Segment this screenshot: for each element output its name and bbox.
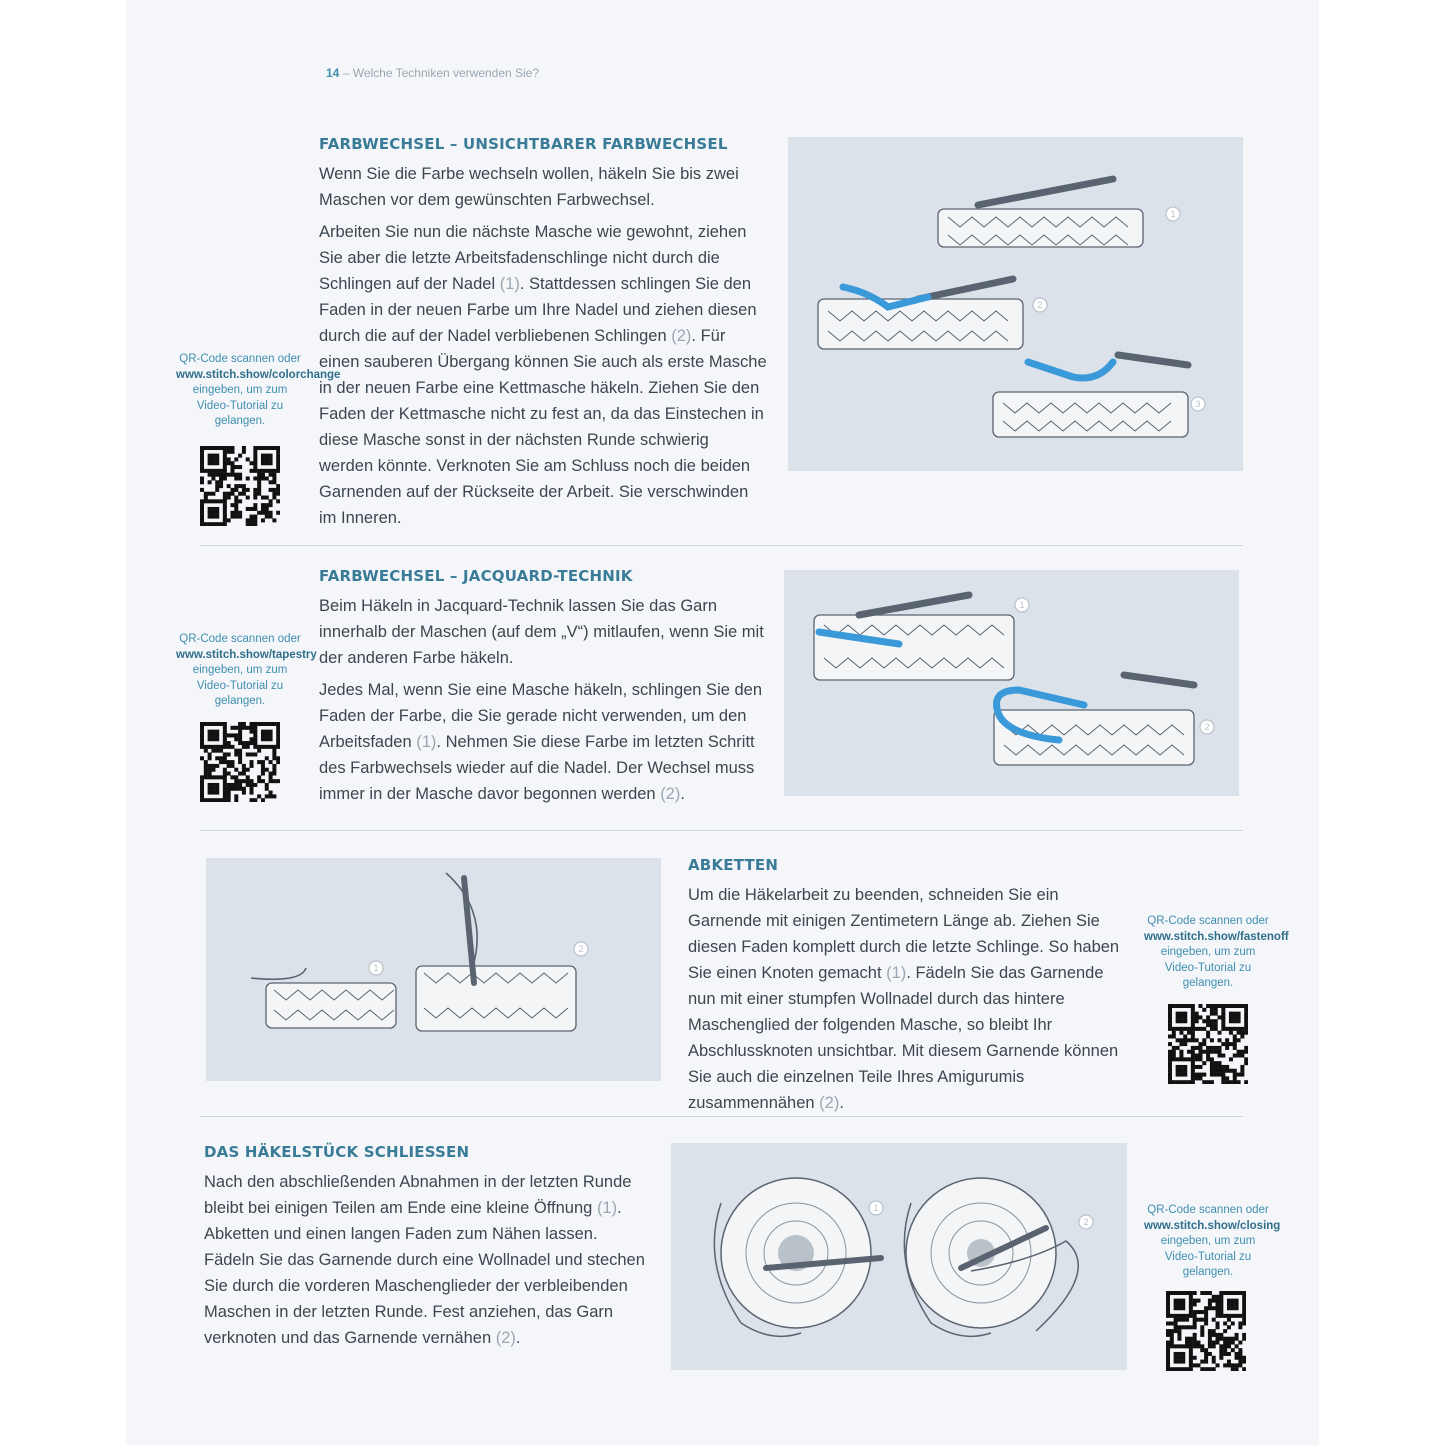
figure-fastenoff [206, 858, 661, 1081]
figure-invisible-colorchange [788, 137, 1243, 471]
section-title-jacquard: FARBWECHSEL – JACQUARD-TECHNIK [319, 567, 633, 585]
paragraph: Wenn Sie die Farbe wechseln wollen, häkeln Sie bis zwei Maschen vor dem gewünschten Farbwechsel. [319, 165, 739, 209]
qr-url[interactable]: www.stitch.show/fastenoff [1144, 930, 1289, 943]
qr-note-colorchange: QR-Code scannen oder www.stitch.show/colorchange eingeben, um zum Video-Tutorial zu gelangen. [176, 353, 341, 427]
paragraph: Jedes Mal, wenn Sie eine Masche häkeln, schlingen Sie den Faden der Farbe, die Sie gerade nicht verwenden, um den Arbeitsfaden (1). Nehmen Sie diese Farbe im letzten Schritt des Farbwechsels wieder auf die Nadel. Der Wechsel muss immer in der Masche davor begonnen werden (2). [319, 681, 763, 803]
page-number: 14 [326, 66, 340, 80]
section-body-fastenoff [688, 882, 1134, 1122]
qr-code-icon[interactable] [200, 446, 280, 526]
figure-label: 2 [1204, 722, 1210, 732]
qr-code-icon[interactable] [1168, 1004, 1248, 1084]
qr-url[interactable]: www.stitch.show/closing [1144, 1219, 1281, 1232]
paragraph: Beim Häkeln in Jacquard-Technik lassen Sie das Garn innerhalb der Maschen (auf dem „V“) mitlaufen, wenn Sie mit der anderen Farbe häkeln. [319, 597, 764, 667]
section-title-fastenoff: ABKETTEN [688, 856, 779, 874]
paragraph: Arbeiten Sie nun die nächste Masche wie gewohnt, ziehen Sie aber die letzte Arbeitsfadenschlinge nicht durch die Schlingen auf der Nadel (1). Stattdessen schlingen Sie den Faden in der neuen Farbe um Ihre Nadel und ziehen diesen durch die auf der Nadel verbliebenen Schlingen (2). Für einen sauberen Übergang können Sie auch als erste Masche in der neuen Farbe eine Kettmasche häkeln. Ziehen Sie den Faden der Kettmasche nicht zu fest an, da das Einstechen in diese Masche sonst in der nächsten Runde schwierig werden könnte. Verknoten Sie am Schluss noch die beiden Garnenden auf der Rückseite der Arbeit. Sie verschwinden im Inneren. [319, 223, 767, 527]
figure-label: 1 [1019, 600, 1025, 610]
qr-note-fastenoff: QR-Code scannen oder www.stitch.show/fastenoff eingeben, um zum Video-Tutorial zu gelangen. [1144, 915, 1289, 989]
figure-label: 2 [1083, 1217, 1089, 1227]
qr-url[interactable]: www.stitch.show/tapestry [176, 648, 317, 661]
qr-code-icon[interactable] [200, 722, 280, 802]
figure-label: 1 [1170, 209, 1176, 219]
section-body-invisible-colorchange [319, 161, 767, 537]
crochet-illustration [788, 137, 1243, 471]
figure-closing [671, 1143, 1127, 1370]
figure-label: 2 [1037, 300, 1043, 310]
page-header-title: – Welche Techniken verwenden Sie? [342, 66, 540, 80]
qr-note-tapestry: QR-Code scannen oder www.stitch.show/tapestry eingeben, um zum Video-Tutorial zu gelangen. [176, 633, 317, 707]
qr-note-closing: QR-Code scannen oder www.stitch.show/closing eingeben, um zum Video-Tutorial zu gelangen. [1144, 1204, 1281, 1278]
section-body-closing [204, 1169, 650, 1357]
section-title-closing: DAS HÄKELSTÜCK SCHLIESSEN [204, 1143, 470, 1161]
figure-jacquard [784, 570, 1239, 796]
page [126, 0, 1319, 1445]
section-body-jacquard [319, 593, 767, 813]
divider [200, 545, 1243, 546]
figure-label: 1 [373, 963, 379, 973]
divider [200, 1116, 1243, 1117]
paragraph: Nach den abschließenden Abnahmen in der letzten Runde bleibt bei einigen Teilen am Ende eine kleine Öffnung (1). Abketten und einen langen Faden zum Nähen lassen. Fädeln Sie das Garnende durch eine Wollnadel und stechen Sie durch die vorderen Maschenglieder der verbleibenden Maschen in der letzten Runde. Fest anziehen, das Garn verknoten und das Garnende vernähen (2). [204, 1173, 645, 1347]
figure-label: 1 [873, 1203, 879, 1213]
qr-code-icon[interactable] [1166, 1291, 1246, 1371]
divider [200, 830, 1243, 831]
paragraph: Um die Häkelarbeit zu beenden, schneiden Sie ein Garnende mit einigen Zentimetern Länge ab. Ziehen Sie diesen Faden komplett durch die letzte Schlinge. So haben Sie einen Knoten gemacht (1). Fädeln Sie das Garnende nun mit einer stumpfen Wollnadel durch das hintere Maschenglied der folgenden Masche, so bleibt Ihr Abschlussknoten unsichtbar. Mit diesem Garnende können Sie auch die einzelnen Teile Ihres Amigurumis zusammennähen (2). [688, 886, 1120, 1112]
figure-label: 3 [1195, 399, 1201, 409]
figure-label: 2 [578, 944, 584, 954]
qr-url[interactable]: www.stitch.show/colorchange [176, 368, 341, 381]
page-header [326, 66, 539, 80]
section-title-invisible-colorchange: FARBWECHSEL – UNSICHTBARER FARBWECHSEL [319, 135, 728, 153]
